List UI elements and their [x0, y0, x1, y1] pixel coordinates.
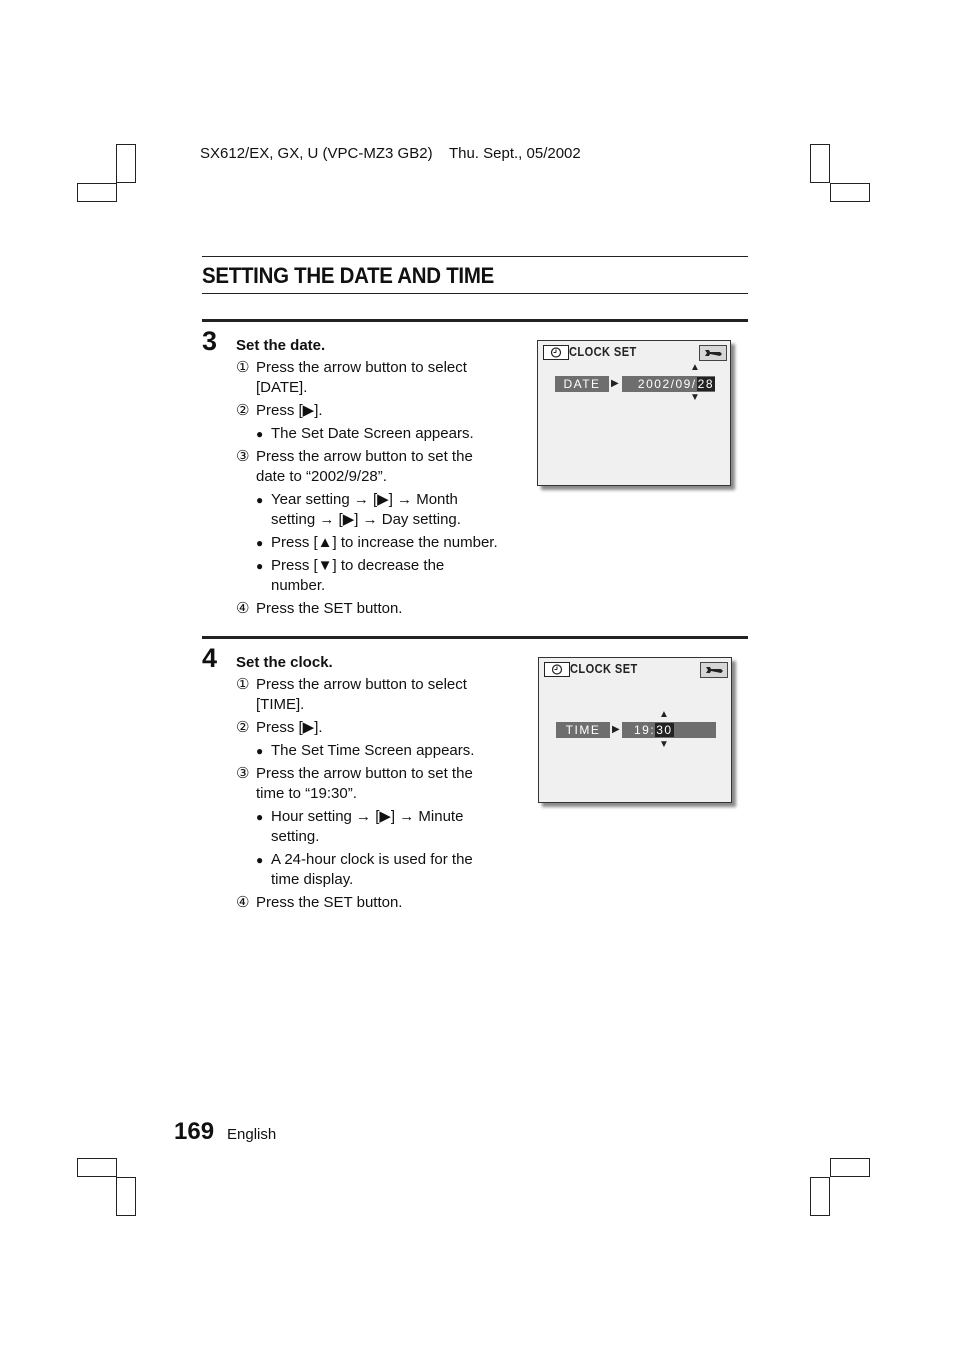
step-marker: ① — [236, 676, 250, 693]
step-marker: ① — [236, 359, 250, 376]
instruction-line — [236, 533, 526, 553]
bullet-marker: ● — [256, 744, 264, 758]
bullet-marker: ● — [256, 810, 264, 824]
step-heading: Set the clock. — [236, 654, 333, 671]
instruction-text: Press the arrow button to select — [256, 359, 467, 376]
down-arrow-icon: ▼ — [659, 739, 669, 750]
instruction-text: Press [▲] to increase the number. — [271, 534, 498, 551]
instruction-text: The Set Date Screen appears. — [271, 425, 474, 442]
section-title: SETTING THE DATE AND TIME — [202, 263, 494, 288]
crop-mark — [810, 144, 830, 183]
page-number: 169 — [174, 1118, 215, 1145]
instruction-text: Year setting → [▶] → Month — [271, 491, 458, 508]
step-number: 3 — [202, 326, 218, 356]
right-arrow-icon: ▶ — [611, 378, 619, 389]
step-marker: ② — [236, 402, 250, 419]
instruction-text: Press the arrow button to set the — [256, 765, 473, 782]
bullet-marker: ● — [256, 559, 264, 573]
instruction-line — [236, 784, 526, 804]
instruction-line — [236, 870, 526, 890]
clock-icon — [544, 662, 570, 677]
crop-mark — [830, 1158, 870, 1177]
instruction-text: time display. — [271, 871, 354, 888]
instruction-line — [236, 401, 526, 421]
instruction-text: Press the SET button. — [256, 894, 403, 911]
instruction-line — [236, 556, 526, 576]
step-instructions — [236, 675, 526, 913]
step-marker: ④ — [236, 894, 250, 911]
instruction-line — [236, 576, 526, 596]
clock-icon — [543, 345, 569, 360]
wrench-icon — [699, 345, 727, 361]
instruction-line — [236, 827, 526, 847]
instruction-line — [236, 741, 526, 761]
instruction-text: Press [▶]. — [256, 402, 323, 419]
instruction-line — [236, 807, 526, 827]
step-divider — [202, 636, 748, 639]
crop-mark — [77, 1158, 117, 1177]
camera-screen-time — [538, 657, 732, 803]
time-value-prefix: 19: — [634, 723, 656, 737]
step-heading: Set the date. — [236, 337, 326, 354]
date-value-highlight: 28 — [697, 377, 714, 391]
instruction-text: A 24-hour clock is used for the — [271, 851, 473, 868]
wrench-icon — [700, 662, 728, 678]
instruction-line — [236, 893, 526, 913]
crop-mark — [810, 1177, 830, 1216]
screen-title: CLOCK SET — [570, 661, 638, 676]
instruction-text: [DATE]. — [256, 379, 308, 396]
instruction-line — [236, 599, 526, 619]
crop-mark — [830, 183, 870, 202]
instruction-text: setting → [▶] → Day setting. — [271, 511, 461, 528]
instruction-text: Press the arrow button to select — [256, 676, 467, 693]
step-instructions — [236, 358, 526, 619]
up-arrow-icon: ▲ — [690, 362, 700, 373]
step-marker: ② — [236, 719, 250, 736]
instruction-line — [236, 424, 526, 444]
right-arrow-icon: ▶ — [612, 724, 620, 735]
crop-mark — [116, 1177, 136, 1216]
instruction-line — [236, 675, 526, 695]
instruction-line — [236, 447, 526, 467]
instruction-text: [TIME]. — [256, 696, 305, 713]
instruction-line — [236, 850, 526, 870]
instruction-text: number. — [271, 577, 326, 594]
instruction-text: Press [▼] to decrease the — [271, 557, 445, 574]
step-marker: ④ — [236, 600, 250, 617]
step-divider — [202, 319, 748, 322]
down-arrow-icon: ▼ — [690, 392, 700, 403]
crop-mark — [116, 144, 136, 183]
instruction-line — [236, 695, 526, 715]
print-header: SX612/EX, GX, U (VPC-MZ3 GB2) Thu. Sept., 05/2002 — [200, 145, 581, 162]
screen-title: CLOCK SET — [569, 344, 637, 359]
instruction-line — [236, 467, 526, 487]
instruction-line — [236, 764, 526, 784]
instruction-text: setting. — [271, 828, 320, 845]
instruction-text: time to “19:30”. — [256, 785, 357, 802]
instruction-line — [236, 718, 526, 738]
bullet-marker: ● — [256, 853, 264, 867]
bullet-marker: ● — [256, 427, 264, 441]
instruction-line — [236, 358, 526, 378]
camera-screen-date — [537, 340, 731, 486]
instruction-text: Press the arrow button to set the — [256, 448, 473, 465]
bullet-marker: ● — [256, 493, 264, 507]
section-title-box — [202, 256, 748, 294]
instruction-line — [236, 510, 526, 530]
step-marker: ③ — [236, 765, 250, 782]
time-value-highlight: 30 — [656, 723, 673, 737]
crop-mark — [77, 183, 117, 202]
time-label: TIME — [556, 722, 610, 738]
instruction-text: Press [▶]. — [256, 719, 323, 736]
date-value — [622, 376, 715, 392]
date-label: DATE — [555, 376, 609, 392]
instruction-line — [236, 378, 526, 398]
instruction-text: Hour setting → [▶] → Minute — [271, 808, 464, 825]
step-marker: ③ — [236, 448, 250, 465]
bullet-marker: ● — [256, 536, 264, 550]
instruction-line — [236, 490, 526, 510]
page-language: English — [227, 1126, 277, 1143]
time-value — [622, 722, 716, 738]
instruction-text: The Set Time Screen appears. — [271, 742, 475, 759]
instruction-text: Press the SET button. — [256, 600, 403, 617]
date-value-prefix: 2002/09/ — [637, 377, 697, 391]
instruction-text: date to “2002/9/28”. — [256, 468, 387, 485]
up-arrow-icon: ▲ — [659, 709, 669, 720]
step-number: 4 — [202, 643, 218, 673]
